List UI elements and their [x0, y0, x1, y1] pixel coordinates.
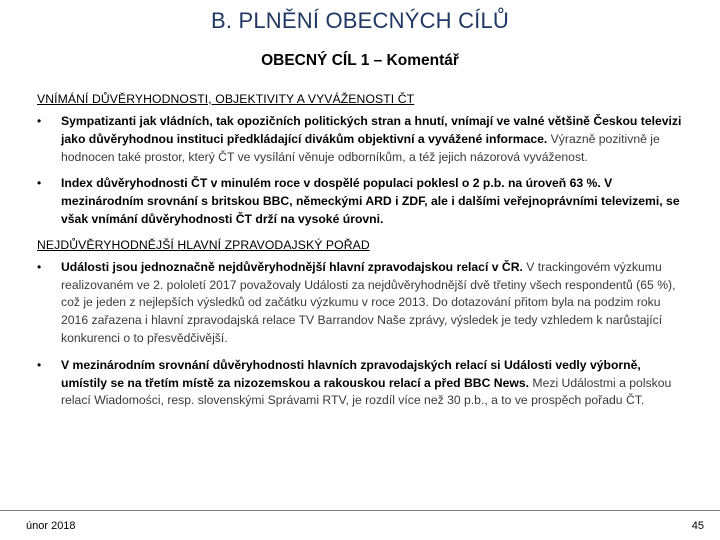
page-number: 45: [691, 520, 704, 532]
bullet-icon: •: [37, 259, 42, 274]
item-body-text: Výrazně pozitivně je hodnocen také prostor, který ČT ve vysílání věnuje odborníkům, a též jejich názorová vyváženost.: [61, 131, 660, 164]
item-lead-text: Index důvěryhodnosti ČT v minulém roce v dospělé populaci poklesl o 2 p.b. na úroveň 63 %. V mezinárodním srovnání s britskou BBC, německými ARD i ZDF, ale i dalšími veřejnoprávními televizemi, se však vnímání důvěryhodnosti ČT drží na vysoké úrovni.: [61, 176, 680, 226]
page-title: B. PLNĚNÍ OBECNÝCH CÍLŮ: [210, 8, 509, 33]
section-heading-credibility: VNÍMÁNÍ DŮVĚRYHODNOSTI, OBJEKTIVITY A VYVÁŽENOSTI ČT: [37, 92, 415, 106]
bullet-icon: •: [37, 114, 42, 128]
bullet-icon: •: [37, 176, 42, 191]
footer-divider: [0, 510, 720, 511]
item-lead-text: Události jsou jednoznačně nejdůvěryhodnější hlavní zpravodajskou relací v ČR.: [61, 259, 523, 274]
section-heading-news-program: NEJDŮVĚRYHODNĚJŠÍ HLAVNÍ ZPRAVODAJSKÝ POŘAD: [37, 237, 370, 252]
item-body-text: V trackingovém výzkumu realizovaném ve 2. pololetí 2017 považovaly Události za nejdůvěryhodnější dvě třetiny všech respondentů (65 %), což je jeden z nejlepších výsledků od začátku výzkumu v roce 2013. Do dotazování přitom byla na podzim roku 2016 zařazena i hlavní zpravodajská relace TV Barrandov Naše zprávy, výsledek je tedy vzhledem k narůstající konkurenci o to přesvědčivější.: [61, 259, 676, 345]
list-item: [37, 113, 689, 166]
item-lead-text: V mezinárodním srovnání důvěryhodnosti hlavních zpravodajských relací si Události vedly výborně, umístily se na třetím místě za nizozemskou a rakouskou relací a před BBC News.: [61, 357, 641, 390]
list-item: [37, 175, 689, 228]
list-item: [37, 357, 689, 410]
list-item: [37, 259, 689, 348]
bullet-icon: •: [37, 357, 42, 372]
footer-date: únor 2018: [26, 520, 76, 532]
item-lead-text: Sympatizanti jak vládních, tak opozičních politických stran a hnutí, vnímají ve valné většině Českou televizi jako důvěryhodnou instituci předkládající divákům objektivní a vyvážené informace.: [61, 114, 682, 146]
page-subtitle: OBECNÝ CÍL 1 – Komentář: [261, 52, 459, 69]
document-body: [37, 92, 689, 419]
item-body-text: Mezi Událostmi a polskou relací Wiadomości, resp. slovenskými Správami RTV, je rozdíl více než 30 p.b., a to ve prospěch pořadu ČT.: [61, 375, 672, 408]
